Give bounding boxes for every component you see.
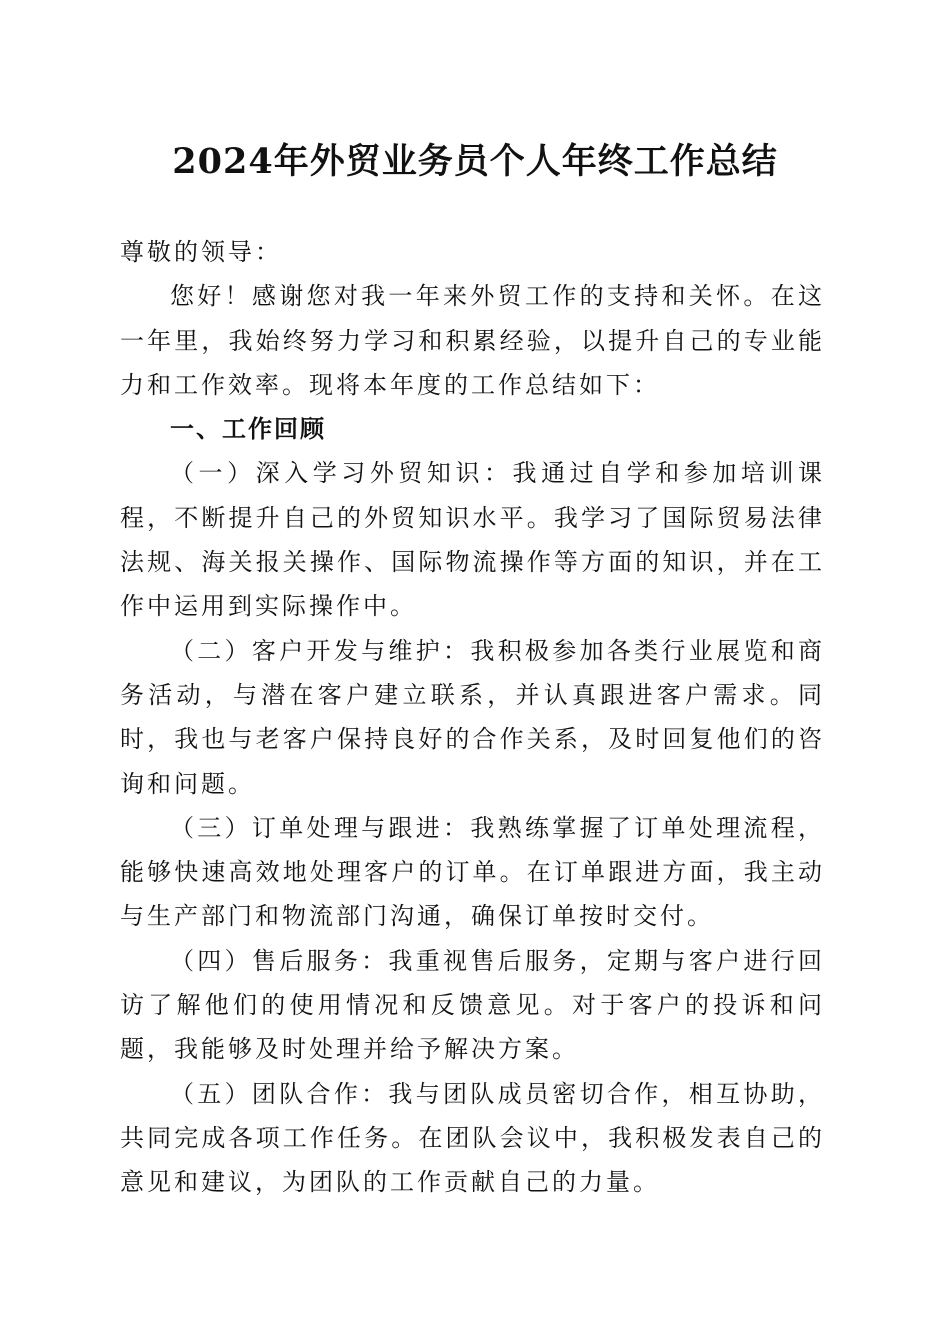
- intro-paragraph: 您好！感谢您对我一年来外贸工作的支持和关怀。在这一年里，我始终努力学习和积累经验，以提升自己的专业能力和工作效率。现将本年度的工作总结如下：: [120, 282, 825, 399]
- document-title: 2024年外贸业务员个人年终工作总结: [172, 141, 778, 182]
- paragraph-item-5: （五）团队合作：我与团队成员密切合作，相互协助，共同完成各项工作任务。在团队会议中，我积极发表自己的意见和建议，为团队的工作贡献自己的力量。: [120, 1079, 825, 1197]
- document-body: [120, 230, 825, 1205]
- salutation: 尊敬的领导：: [120, 238, 282, 266]
- paragraph-item-3: （三）订单处理与跟进：我熟练掌握了订单处理流程，能够快速高效地处理客户的订单。在订单跟进方面，我主动与生产部门和物流部门沟通，确保订单按时交付。: [120, 813, 825, 931]
- paragraph-item-1: （一）深入学习外贸知识：我通过自学和参加培训课程，不断提升自己的外贸知识水平。我学习了国际贸易法律法规、海关报关操作、国际物流操作等方面的知识，并在工作中运用到实际操作中。: [120, 459, 825, 621]
- section-heading-work-review: 一、工作回顾: [170, 415, 326, 444]
- paragraph-item-2: （二）客户开发与维护：我积极参加各类行业展览和商务活动，与潜在客户建立联系，并认真跟进客户需求。同时，我也与老客户保持良好的合作关系，及时回复他们的咨询和问题。: [120, 636, 825, 798]
- paragraph-item-4: （四）售后服务：我重视售后服务，定期与客户进行回访了解他们的使用情况和反馈意见。对于客户的投诉和问题，我能够及时处理并给予解决方案。: [120, 946, 825, 1064]
